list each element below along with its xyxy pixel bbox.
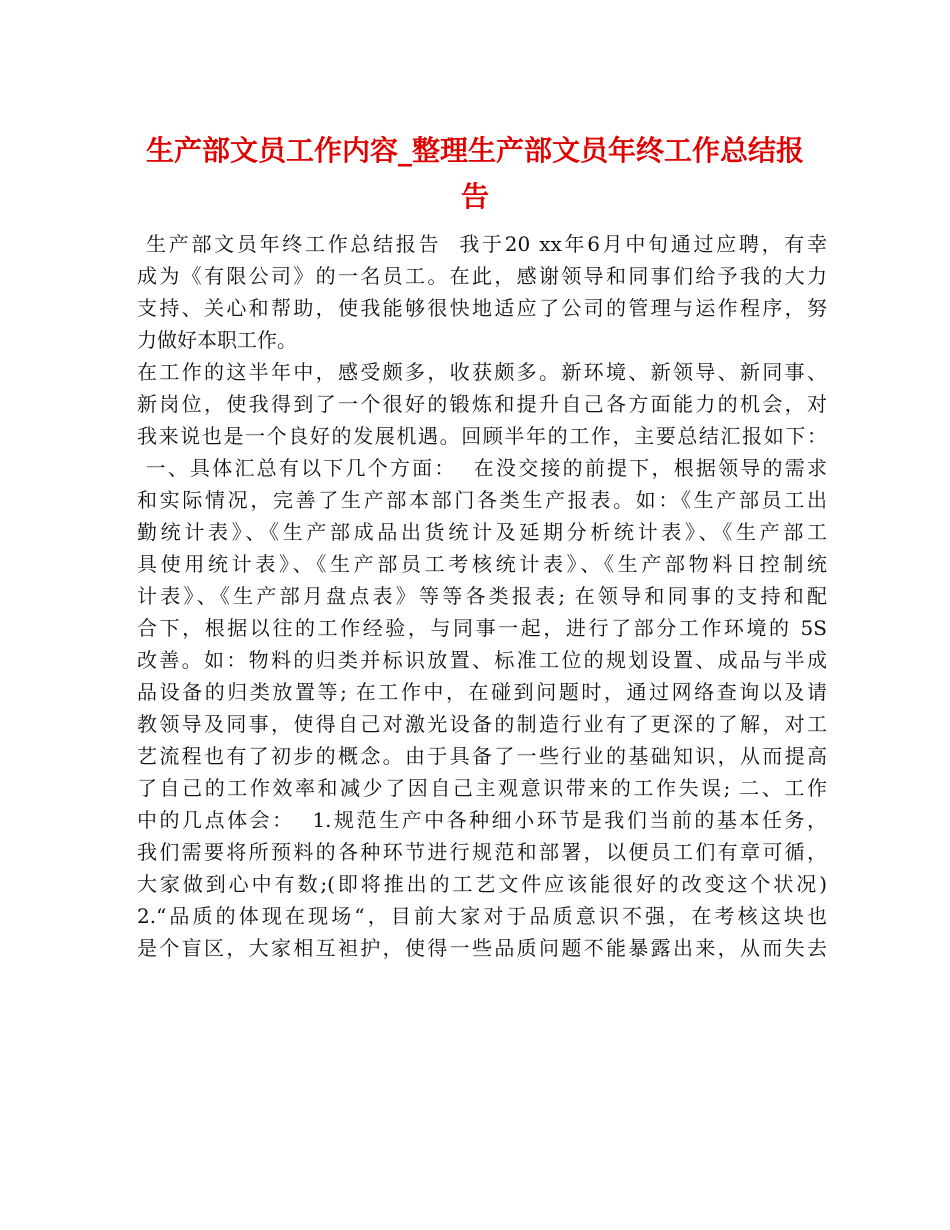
body-line: 2.“品质的体现在现场“，目前大家对于品质意识不强，在考核这块也 — [137, 904, 827, 928]
body-line: 一、具体汇总有以下几个方面： 在没交接的前提下，根据领导的需求 — [137, 456, 827, 480]
body-line: 艺流程也有了初步的概念。由于具备了一些行业的基础知识，从而提高 — [137, 744, 827, 768]
body-line: 改善。如：物料的归类并标识放置、标准工位的规划设置、成品与半成 — [137, 648, 827, 672]
body-line: 合下，根据以往的工作经验，与同事一起，进行了部分工作环境的 5S — [137, 616, 827, 640]
document-title — [140, 128, 810, 220]
body-line: 新岗位，使我得到了一个很好的锻炼和提升自己各方面能力的机会，对 — [137, 392, 827, 416]
body-line: 具使用统计表》、《生产部员工考核统计表》、《生产部物料日控制统 — [137, 552, 827, 576]
body-line: 了自己的工作效率和减少了因自己主观意识带来的工作失误; 二、工作 — [137, 776, 827, 800]
body-line: 在工作的这半年中，感受颇多，收获颇多。新环境、新领导、新同事、 — [137, 360, 827, 384]
body-line: 大家做到心中有数;(即将推出的工艺文件应该能很好的改变这个状况) — [137, 872, 827, 896]
body-line: 和实际情况，完善了生产部本部门各类生产报表。如：《生产部员工出 — [137, 488, 827, 512]
document-body — [137, 228, 827, 964]
body-line: 我们需要将所预料的各种环节进行规范和部署，以便员工们有章可循， — [137, 840, 827, 864]
body-line: 勤统计表》、《生产部成品出货统计及延期分析统计表》、《生产部工 — [137, 520, 827, 544]
body-line: 我来说也是一个良好的发展机遇。回顾半年的工作，主要总结汇报如下： — [137, 424, 827, 448]
body-line: 支持、关心和帮助，使我能够很快地适应了公司的管理与运作程序，努 — [137, 296, 827, 320]
body-line: 生产部文员年终工作总结报告 我于20 xx年6月中旬通过应聘，有幸 — [137, 232, 827, 256]
body-line: 教领导及同事，使得自己对激光设备的制造行业有了更深的了解，对工 — [137, 712, 827, 736]
title-line: 生产部文员工作内容_整理生产部文员年终工作总结报 — [145, 134, 804, 167]
body-line: 品设备的归类放置等; 在工作中，在碰到问题时，通过网络查询以及请 — [137, 680, 827, 704]
body-line: 中的几点体会： 1.规范生产中各种细小环节是我们当前的基本任务， — [137, 808, 827, 832]
body-line: 计表》、《生产部月盘点表》等等各类报表; 在领导和同事的支持和配 — [137, 584, 827, 608]
body-line: 是个盲区，大家相互袒护，使得一些品质问题不能暴露出来，从而失去 — [137, 936, 827, 960]
body-line: 力做好本职工作。 — [137, 328, 297, 352]
title-line: 告 — [460, 180, 489, 213]
body-line: 成为《有限公司》的一名员工。在此，感谢领导和同事们给予我的大力 — [137, 264, 827, 288]
